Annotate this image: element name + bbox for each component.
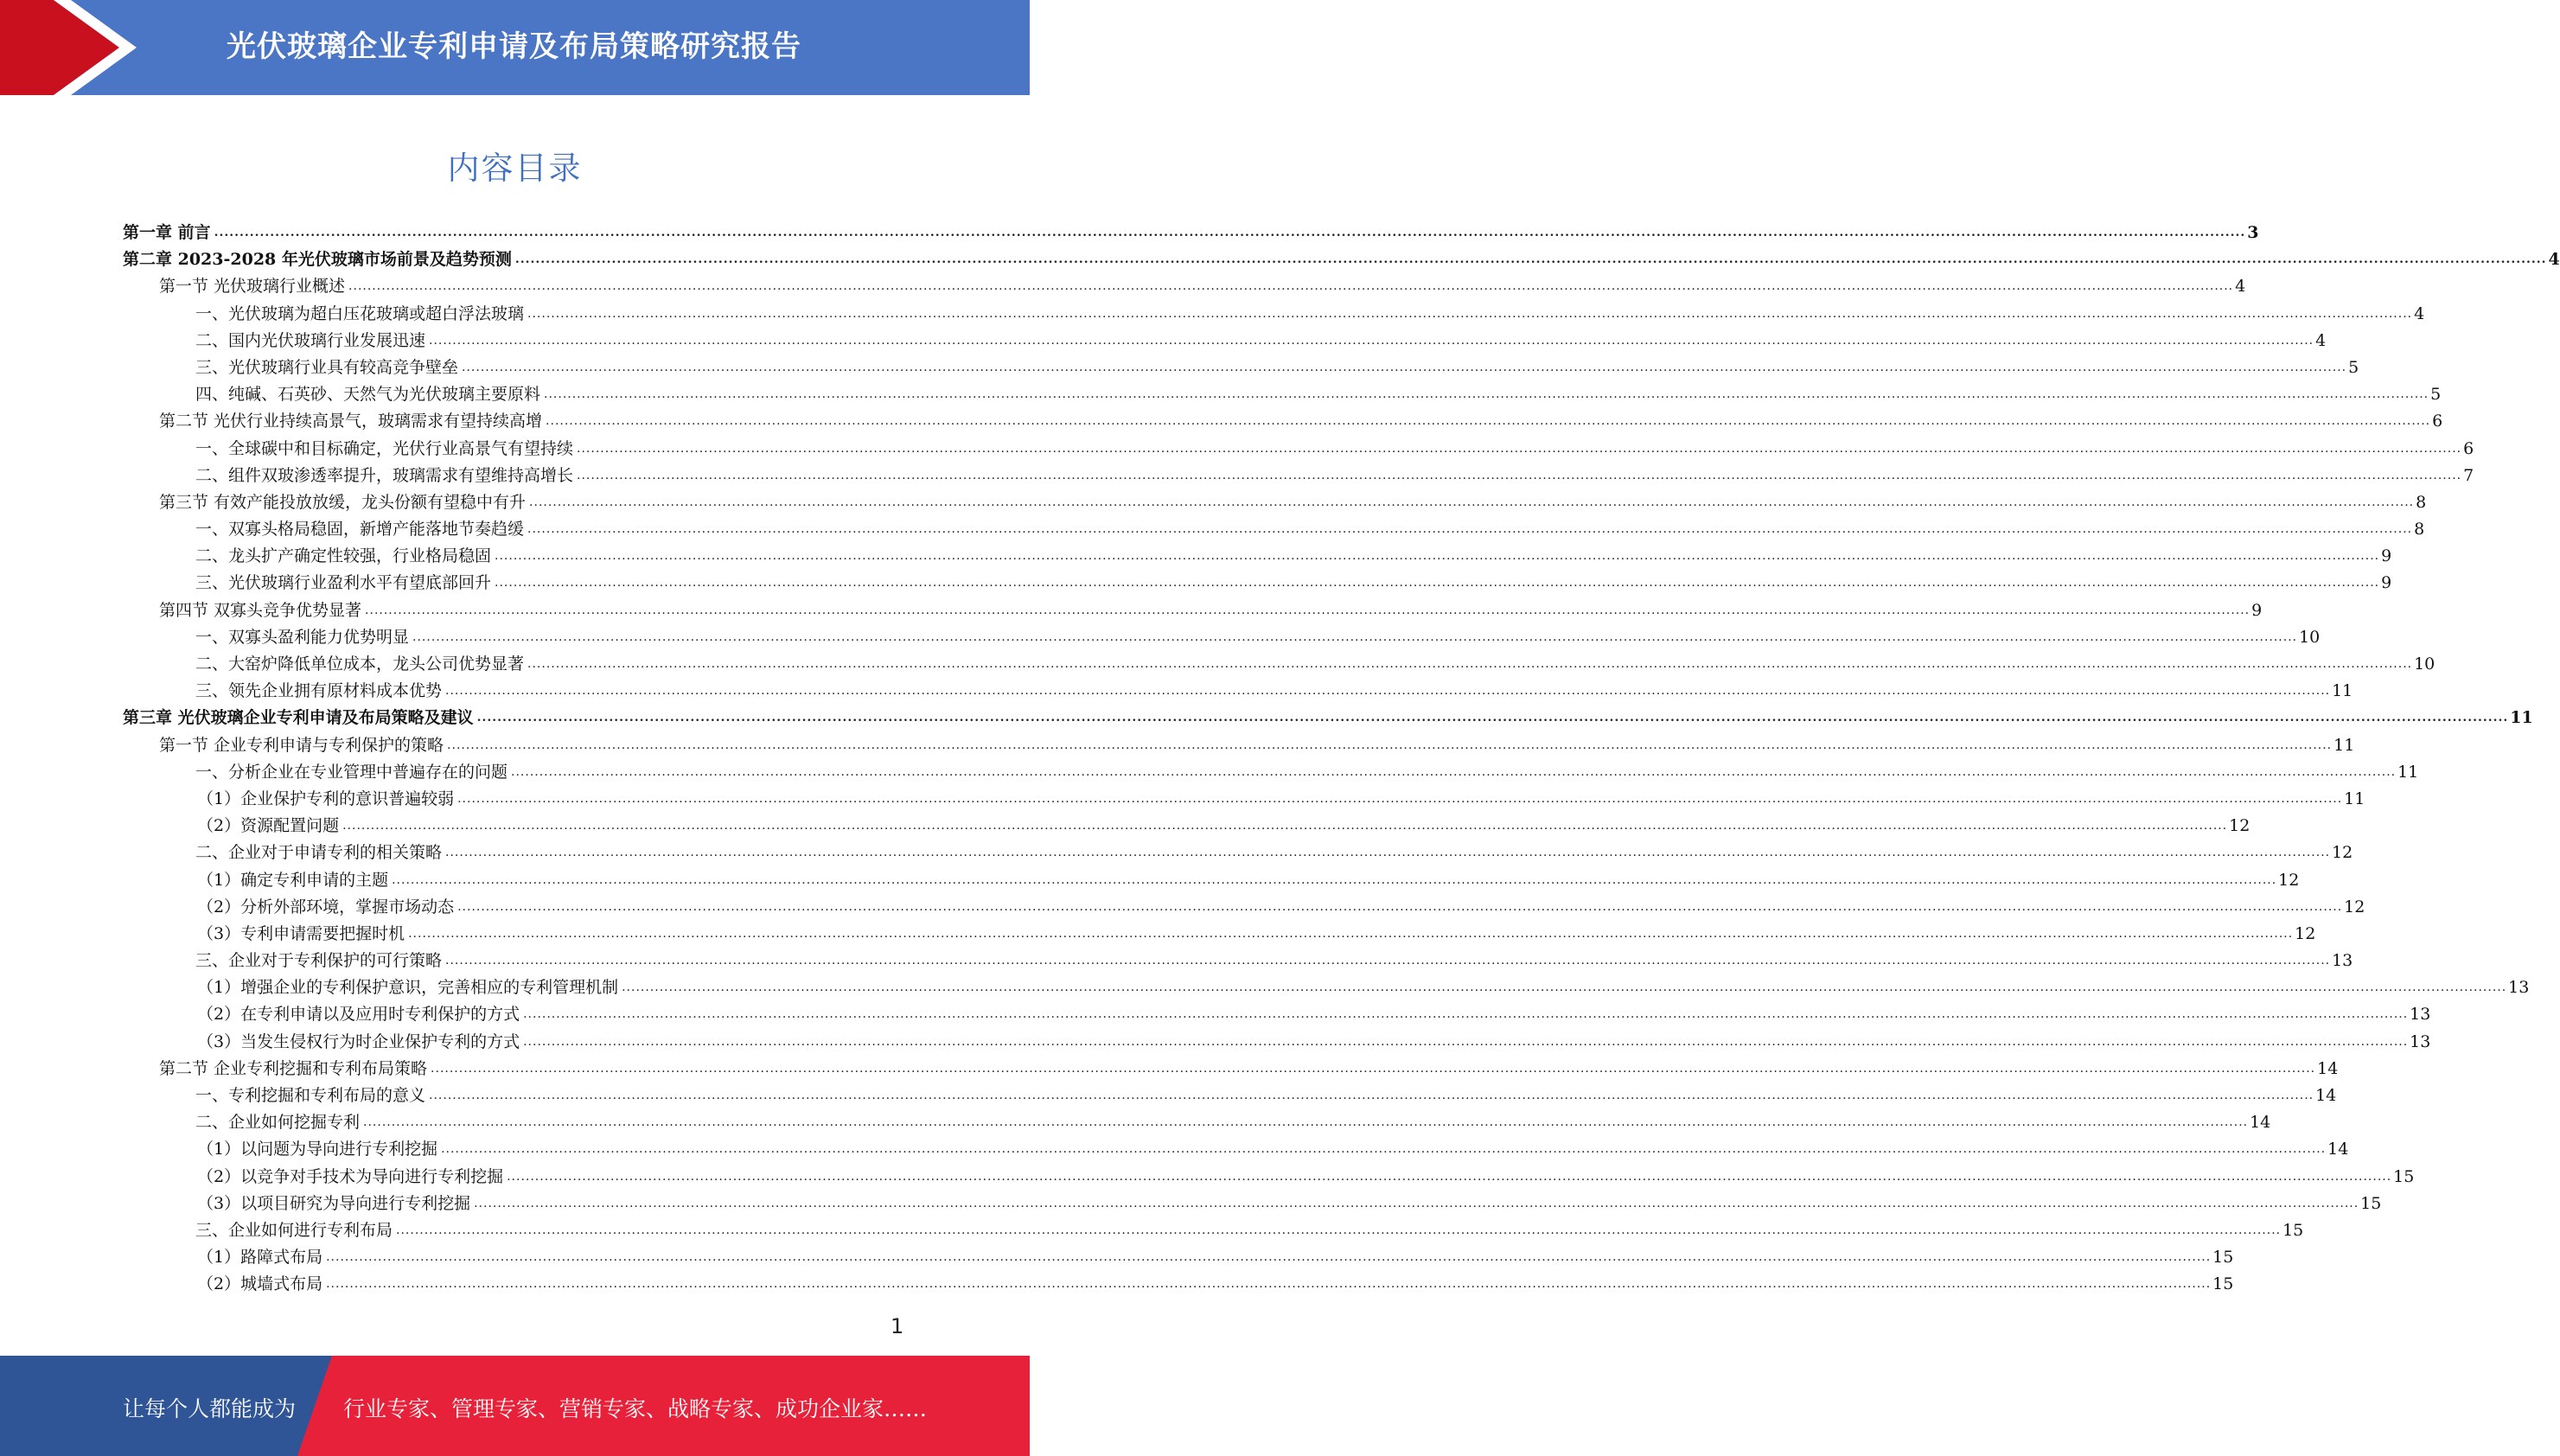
toc-entry-page: 7 [2463, 465, 2474, 485]
toc-entry-page: 11 [2332, 681, 2353, 701]
toc-entry-text: 一、双寡头盈利能力优势明显 [195, 627, 410, 647]
toc-entry-page: 4 [2235, 277, 2246, 297]
toc-dot-leader: ................................................................................................................................................................................................................................................................................................................................................................................................................ [342, 819, 2228, 833]
toc-entry[interactable] [123, 1109, 2271, 1136]
toc-dot-leader: ................................................................................................................................................................................................................................................................................................................................................................................................................ [544, 387, 2429, 402]
toc-entry-text: 第四节 双寡头竞争优势显著 [159, 600, 362, 620]
toc-dot-leader: ................................................................................................................................................................................................................................................................................................................................................................................................................ [445, 846, 2331, 860]
toc-entry[interactable] [123, 328, 2327, 354]
toc-entry-text: （3）当发生侵权行为时企业保护专利的方式 [197, 1031, 520, 1051]
toc-entry-text: 二、企业对于申请专利的相关策略 [195, 843, 443, 863]
toc-entry-text: 三、光伏玻璃行业盈利水平有望底部回升 [195, 573, 492, 593]
toc-entry-page: 12 [2332, 843, 2353, 863]
toc-entry-text: 一、分析企业在专业管理中普遍存在的问题 [195, 762, 508, 782]
toc-dot-leader: ................................................................................................................................................................................................................................................................................................................................................................................................................ [326, 1277, 2212, 1292]
toc-entry-page: 12 [2295, 923, 2316, 943]
toc-entry-page: 4 [2548, 250, 2560, 270]
toc-dot-leader: ................................................................................................................................................................................................................................................................................................................................................................................................................ [457, 791, 2343, 806]
toc-entry-text: 二、国内光伏玻璃行业发展迅速 [195, 330, 426, 350]
toc-entry-page: 10 [2414, 655, 2436, 674]
page-header [0, 0, 1030, 95]
toc-entry-page: 14 [2317, 1058, 2339, 1078]
toc-entry[interactable] [123, 759, 2419, 786]
toc-entry[interactable] [123, 1191, 2382, 1217]
toc-entry-page: 6 [2432, 412, 2443, 431]
toc-entry-page: 12 [2344, 897, 2365, 916]
toc-dot-leader: ................................................................................................................................................................................................................................................................................................................................................................................................................ [431, 1061, 2316, 1076]
toc-dot-leader: ................................................................................................................................................................................................................................................................................................................................................................................................................ [412, 629, 2298, 644]
footer-slogan-right: 行业专家、管理专家、营销专家、战略专家、成功企业家…… [343, 1396, 928, 1421]
toc-entry[interactable] [123, 705, 2533, 731]
toc-entry-page: 9 [2251, 600, 2263, 620]
toc-dot-leader: ................................................................................................................................................................................................................................................................................................................................................................................................................ [495, 576, 2380, 591]
toc-entry-text: （1）确定专利申请的主题 [197, 870, 389, 890]
toc-entry-text: （2）资源配置问题 [197, 816, 340, 836]
toc-entry-page: 11 [2344, 789, 2365, 808]
toc-entry[interactable] [123, 354, 2359, 381]
toc-dot-leader: ................................................................................................................................................................................................................................................................................................................................................................................................................ [429, 333, 2314, 348]
toc-dot-leader: ................................................................................................................................................................................................................................................................................................................................................................................................................ [511, 764, 2397, 779]
toc-entry-text: （3）以项目研究为导向进行专利挖掘 [197, 1193, 471, 1213]
toc-entry[interactable] [123, 678, 2353, 705]
toc-dot-leader: ................................................................................................................................................................................................................................................................................................................................................................................................................ [622, 980, 2507, 995]
toc-entry-text: 三、领先企业拥有原材料成本优势 [195, 681, 443, 701]
toc-entry-text: （1）增强企业的专利保护意识，完善相应的专利管理机制 [197, 978, 619, 998]
toc-dot-leader: ................................................................................................................................................................................................................................................................................................................................................................................................................ [577, 468, 2462, 482]
toc-entry-page: 5 [2430, 385, 2442, 405]
toc-entry-page: 4 [2414, 303, 2425, 323]
toc-dot-leader: ................................................................................................................................................................................................................................................................................................................................................................................................................ [408, 926, 2294, 941]
toc-entry-page: 12 [2229, 816, 2250, 836]
toc-entry-page: 12 [2278, 870, 2300, 890]
toc-entry[interactable] [123, 1082, 2337, 1109]
toc-entry-text: 三、企业如何进行专利布局 [195, 1220, 393, 1240]
toc-entry-text: 第三节 有效产能投放放缓，龙头份额有望稳中有升 [159, 492, 527, 512]
toc-entry[interactable] [123, 597, 2263, 624]
toc-entry-text: 第一章 前言 [123, 223, 211, 242]
toc-dot-leader: ................................................................................................................................................................................................................................................................................................................................................................................................................ [527, 522, 2413, 537]
toc-dot-leader: ................................................................................................................................................................................................................................................................................................................................................................................................................ [514, 252, 2547, 267]
toc-entry[interactable] [123, 1056, 2339, 1082]
toc-entry-page: 15 [2212, 1274, 2234, 1294]
toc-entry-page: 3 [2247, 223, 2259, 242]
toc-entry[interactable] [123, 436, 2474, 463]
toc-entry-page: 13 [2410, 1005, 2431, 1025]
report-title: 光伏玻璃企业专利申请及布局策略研究报告 [227, 29, 801, 64]
toc-dot-leader: ................................................................................................................................................................................................................................................................................................................................................................................................................ [476, 711, 2509, 725]
toc-entry[interactable] [123, 624, 2321, 651]
toc-entry-page: 8 [2416, 492, 2427, 512]
toc-entry-page: 15 [2212, 1248, 2234, 1268]
toc-entry[interactable] [123, 570, 2392, 597]
toc-dot-leader: ................................................................................................................................................................................................................................................................................................................................................................................................................ [214, 226, 2246, 239]
toc-entry-page: 13 [2508, 978, 2530, 998]
toc-entry-text: 二、组件双玻渗透率提升，玻璃需求有望维持高增长 [195, 465, 574, 485]
toc-entry-text: 二、企业如何挖掘专利 [195, 1113, 361, 1133]
toc-entry-text: 四、纯碱、石英砂、天然气为光伏玻璃主要原料 [195, 385, 541, 405]
toc-entry[interactable] [123, 813, 2250, 840]
toc-dot-leader: ................................................................................................................................................................................................................................................................................................................................................................................................................ [363, 1115, 2249, 1130]
toc-entry-text: （2）以竞争对手技术为导向进行专利挖掘 [197, 1166, 504, 1186]
toc-entry-page: 14 [2315, 1086, 2337, 1105]
toc-entry-page: 6 [2463, 438, 2474, 458]
toc-entry-page: 13 [2332, 951, 2353, 971]
toc-entry-page: 11 [2397, 762, 2419, 782]
toc-dot-leader: ................................................................................................................................................................................................................................................................................................................................................................................................................ [392, 872, 2277, 887]
table-of-contents [123, 220, 2560, 1299]
toc-entry-text: 第一节 光伏玻璃行业概述 [159, 277, 346, 297]
toc-entry[interactable] [123, 1217, 2304, 1244]
toc-entry[interactable] [123, 651, 2436, 678]
toc-entry-text: 三、企业对于专利保护的可行策略 [195, 951, 443, 971]
toc-entry-page: 9 [2381, 546, 2392, 566]
toc-dot-leader: ................................................................................................................................................................................................................................................................................................................................................................................................................ [447, 738, 2333, 752]
page-number: 1 [891, 1314, 904, 1338]
toc-entry[interactable] [123, 1164, 2415, 1191]
toc-entry-text: 第三章 光伏玻璃企业专利申请及布局策略及建议 [123, 708, 474, 728]
toc-entry[interactable] [123, 786, 2365, 813]
toc-entry-text: 三、光伏玻璃行业具有较高竞争壁垒 [195, 357, 459, 377]
toc-entry[interactable] [123, 840, 2353, 866]
toc-entry[interactable] [123, 1271, 2234, 1298]
toc-dot-leader: ................................................................................................................................................................................................................................................................................................................................................................................................................ [457, 899, 2343, 914]
toc-heading: 内容目录 [447, 150, 583, 187]
toc-entry-text: 二、龙头扩产确定性较强，行业格局稳固 [195, 546, 492, 566]
toc-entry-page: 4 [2315, 330, 2327, 350]
toc-dot-leader: ................................................................................................................................................................................................................................................................................................................................................................................................................ [441, 1142, 2327, 1157]
toc-entry-text: （1）以问题为导向进行专利挖掘 [197, 1140, 438, 1159]
toc-entry-text: 第二节 企业专利挖掘和专利布局策略 [159, 1058, 428, 1078]
toc-entry[interactable] [123, 381, 2442, 408]
toc-entry-text: 二、大窑炉降低单位成本，龙头公司优势显著 [195, 655, 525, 674]
toc-entry-page: 13 [2410, 1031, 2431, 1051]
toc-dot-leader: ................................................................................................................................................................................................................................................................................................................................................................................................................ [523, 1034, 2409, 1049]
toc-dot-leader: ................................................................................................................................................................................................................................................................................................................................................................................................................ [527, 657, 2413, 671]
page-footer [0, 1356, 1030, 1456]
toc-entry-text: 一、光伏玻璃为超白压花玻璃或超白浮法玻璃 [195, 303, 525, 323]
toc-dot-leader: ................................................................................................................................................................................................................................................................................................................................................................................................................ [474, 1196, 2359, 1210]
toc-entry-text: （2）在专利申请以及应用时专利保护的方式 [197, 1005, 520, 1025]
toc-dot-leader: ................................................................................................................................................................................................................................................................................................................................................................................................................ [577, 441, 2462, 456]
toc-entry[interactable] [123, 516, 2425, 543]
toc-dot-leader: ................................................................................................................................................................................................................................................................................................................................................................................................................ [348, 279, 2234, 294]
toc-entry-page: 9 [2381, 573, 2392, 593]
toc-entry[interactable] [123, 1029, 2431, 1056]
toc-entry[interactable] [123, 273, 2246, 300]
toc-entry[interactable] [123, 732, 2355, 759]
toc-entry[interactable] [123, 543, 2392, 570]
toc-dot-leader: ................................................................................................................................................................................................................................................................................................................................................................................................................ [462, 360, 2347, 374]
toc-entry-text: （3）专利申请需要把握时机 [197, 923, 405, 943]
toc-entry-page: 5 [2348, 357, 2359, 377]
toc-entry-page: 15 [2360, 1193, 2382, 1213]
toc-entry-page: 10 [2299, 627, 2321, 647]
footer-slogan-left: 让每个人都能成为 [123, 1396, 297, 1421]
toc-entry-page: 14 [2250, 1113, 2271, 1133]
toc-entry[interactable] [123, 1001, 2431, 1028]
toc-entry-text: （1）企业保护专利的意识普遍较弱 [197, 789, 455, 808]
toc-entry-text: 一、专利挖掘和专利布局的意义 [195, 1086, 426, 1105]
toc-entry-text: （2）分析外部环境，掌握市场动态 [197, 897, 455, 916]
toc-entry-page: 11 [2333, 735, 2355, 755]
toc-entry-page: 8 [2414, 520, 2425, 540]
toc-dot-leader: ................................................................................................................................................................................................................................................................................................................................................................................................................ [365, 603, 2250, 617]
toc-dot-leader: ................................................................................................................................................................................................................................................................................................................................................................................................................ [429, 1089, 2314, 1102]
toc-dot-leader: ................................................................................................................................................................................................................................................................................................................................................................................................................ [523, 1007, 2409, 1022]
toc-entry[interactable] [123, 974, 2530, 1001]
toc-dot-leader: ................................................................................................................................................................................................................................................................................................................................................................................................................ [326, 1250, 2212, 1265]
toc-entry-page: 15 [2282, 1220, 2304, 1240]
toc-dot-leader: ................................................................................................................................................................................................................................................................................................................................................................................................................ [529, 495, 2415, 509]
toc-entry-page: 15 [2393, 1166, 2415, 1186]
toc-dot-leader: ................................................................................................................................................................................................................................................................................................................................................................................................................ [527, 306, 2413, 321]
toc-entry[interactable] [123, 220, 2259, 246]
toc-dot-leader: ................................................................................................................................................................................................................................................................................................................................................................................................................ [396, 1223, 2282, 1237]
toc-entry-text: 一、双寡头格局稳固，新增产能落地节奏趋缓 [195, 520, 525, 540]
toc-entry-page: 11 [2510, 708, 2533, 728]
toc-dot-leader: ................................................................................................................................................................................................................................................................................................................................................................................................................ [445, 954, 2331, 968]
toc-entry-text: 第二节 光伏行业持续高景气，玻璃需求有望持续高增 [159, 412, 543, 431]
toc-entry[interactable] [123, 1244, 2234, 1271]
toc-entry-text: 第二章 2023-2028 年光伏玻璃市场前景及趋势预测 [123, 250, 512, 270]
toc-dot-leader: ................................................................................................................................................................................................................................................................................................................................................................................................................ [445, 684, 2331, 699]
toc-entry-text: 第一节 企业专利申请与专利保护的策略 [159, 735, 444, 755]
toc-dot-leader: ................................................................................................................................................................................................................................................................................................................................................................................................................ [495, 549, 2380, 564]
toc-entry[interactable] [123, 948, 2353, 974]
toc-entry[interactable] [123, 921, 2316, 948]
toc-entry[interactable] [123, 894, 2365, 921]
toc-entry[interactable] [123, 246, 2560, 273]
toc-dot-leader: ................................................................................................................................................................................................................................................................................................................................................................................................................ [507, 1169, 2392, 1184]
toc-dot-leader: ................................................................................................................................................................................................................................................................................................................................................................................................................ [546, 414, 2431, 429]
toc-entry[interactable] [123, 408, 2443, 435]
toc-entry[interactable] [123, 301, 2425, 328]
toc-entry-text: 一、全球碳中和目标确定，光伏行业高景气有望持续 [195, 438, 574, 458]
toc-entry-page: 14 [2327, 1140, 2349, 1159]
toc-entry[interactable] [123, 463, 2474, 489]
toc-entry[interactable] [123, 1136, 2349, 1163]
toc-entry[interactable] [123, 867, 2300, 894]
toc-entry-text: （2）城墙式布局 [197, 1274, 323, 1294]
toc-entry[interactable] [123, 489, 2427, 516]
toc-entry-text: （1）路障式布局 [197, 1248, 323, 1268]
